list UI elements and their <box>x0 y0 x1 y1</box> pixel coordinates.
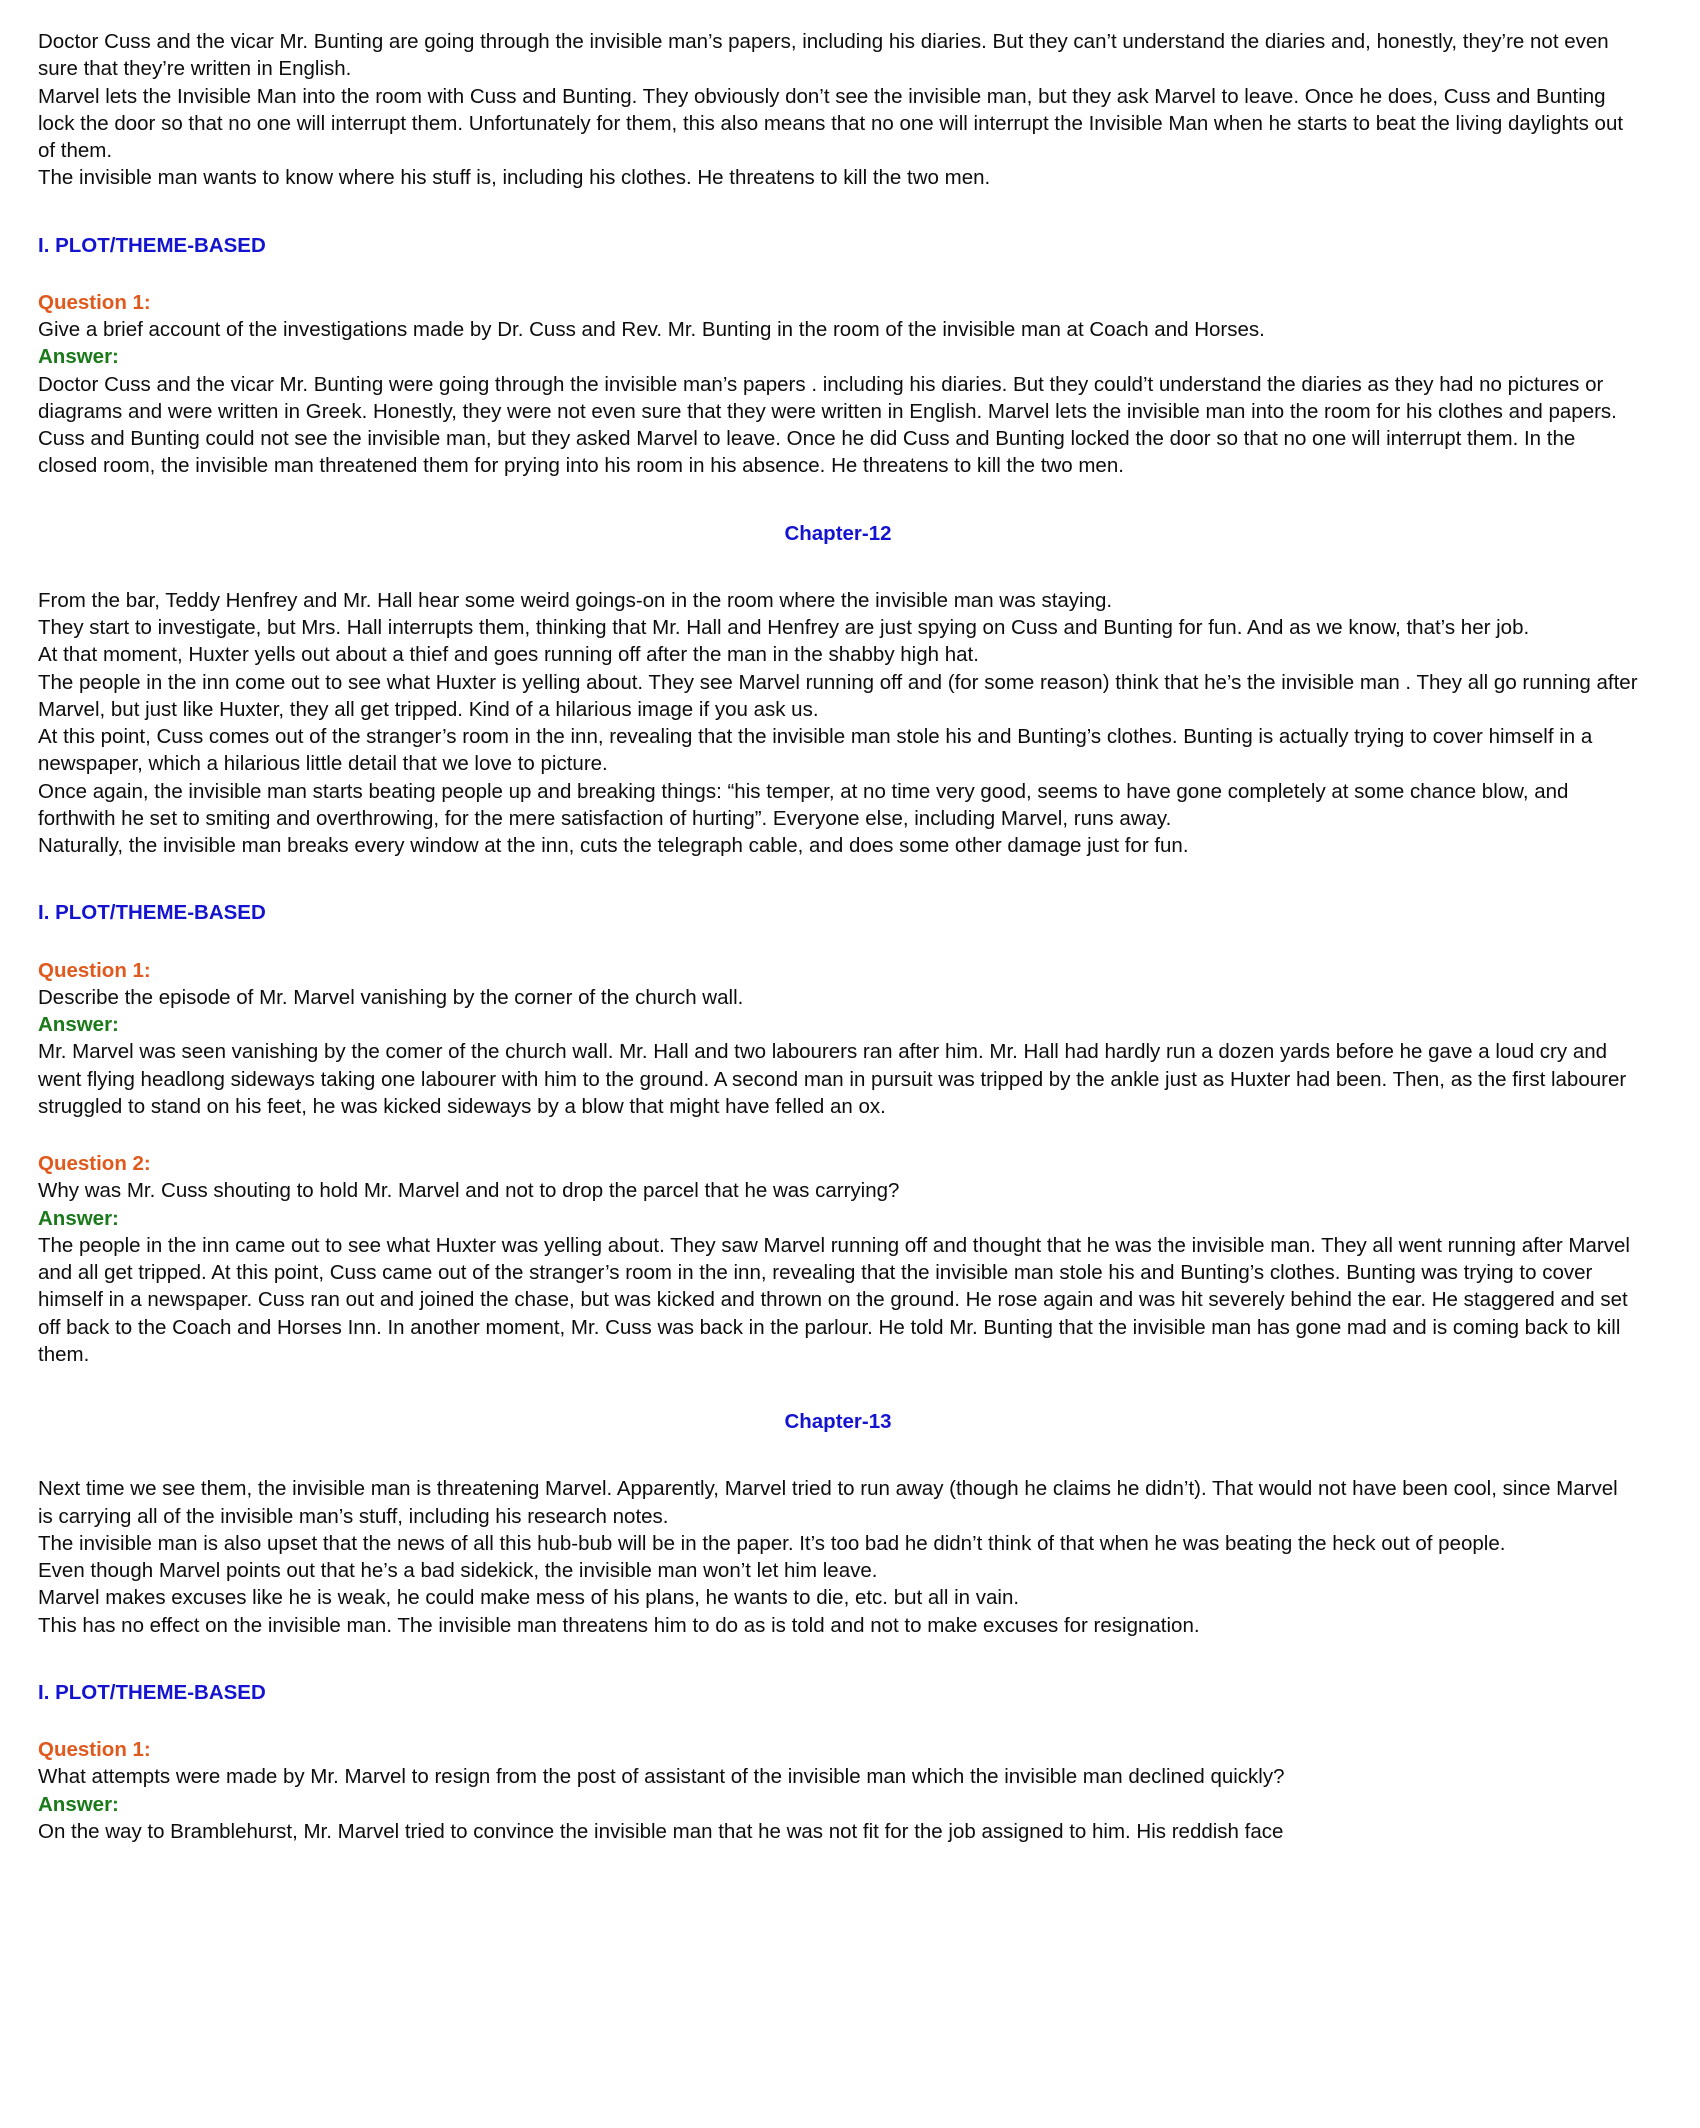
chapter-paragraph: The people in the inn come out to see what Huxter is yelling about. They see Marvel running off and (for some reason) think that he’s the invisible man . They all go running after Marvel, but just like Huxter, they all get tripped. Kind of a hilarious image if you ask us. <box>38 670 1638 721</box>
chapter-13-summary <box>38 1475 1638 1639</box>
spacer <box>38 859 1638 899</box>
question-label: Question 2: <box>38 1152 151 1175</box>
answer-text: Doctor Cuss and the vicar Mr. Bunting were going through the invisible man’s papers . including his diaries. But they could’t understand the diaries as they had no pictures or diagrams and were written in Greek. Honestly, they were not even sure that they were written in English. Marvel lets the invisible man into the room for his clothes and papers. Cuss and Bunting could not see the invisible man, but they asked Marvel to leave. Once he did Cuss and Bunting locked the door so that no one will interrupt them. In the closed room, the invisible man threatened them for prying into his room in his absence. He threatens to kill the two men. <box>38 372 1617 478</box>
qa-item <box>38 289 1638 480</box>
section-heading-plot-theme-3: I. PLOT/THEME-BASED <box>38 1680 266 1704</box>
section-heading-plot-theme-1: I. PLOT/THEME-BASED <box>38 233 266 257</box>
spacer <box>38 192 1638 232</box>
question-text: Give a brief account of the investigations made by Dr. Cuss and Rev. Mr. Bunting in the room of the invisible man at Coach and Horses. <box>38 318 1265 341</box>
intro-paragraph: Doctor Cuss and the vicar Mr. Bunting are going through the invisible man’s papers, including his diaries. But they can’t understand the diaries and, honestly, they’re not even sure that they’re written in English. <box>38 30 1609 81</box>
question-label: Question 1: <box>38 1738 151 1761</box>
intro-paragraph: The invisible man wants to know where his stuff is, including his clothes. He threatens to kill the two men. <box>38 166 991 190</box>
answer-label: Answer: <box>38 1013 119 1036</box>
chapter-paragraph: The invisible man is also upset that the news of all this hub-bub will be in the paper. It’s too bad he didn’t think of that when he was beating the heck out of people. <box>38 1531 1506 1555</box>
chapter-heading-12: Chapter-12 <box>784 521 892 545</box>
answer-text: Mr. Marvel was seen vanishing by the comer of the church wall. Mr. Hall and two labourers ran after him. Mr. Hall had hardly run a dozen yards before he gave a loud cry and went flying headlong sideways taking one labourer with him to the ground. A second man in pursuit was tripped by the ankle just as Huxter had been. Then, as the first labourer struggled to stand on his feet, he was kicked sideways by a blow that might have felled an ox. <box>38 1040 1627 1118</box>
chapter-paragraph: At this point, Cuss comes out of the stranger’s room in the inn, revealing that the invisible man stole his and Bunting’s clothes. Bunting is actually trying to cover himself in a newspaper, which a hilarious little detail that we love to picture. <box>38 725 1593 776</box>
chapter-paragraph: They start to investigate, but Mrs. Hall interrupts them, thinking that Mr. Hall and Henfrey are just spying on Cuss and Bunting for fun. And as we know, that’s her job. <box>38 616 1530 639</box>
question-text: What attempts were made by Mr. Marvel to resign from the post of assistant of the invisible man which the invisible man declined quickly? <box>38 1765 1285 1789</box>
spacer <box>38 1435 1638 1475</box>
question-label: Question 1: <box>38 290 151 314</box>
answer-text: On the way to Bramblehurst, Mr. Marvel tried to convince the invisible man that he was not fit for the job assigned to him. His reddish face <box>38 1819 1284 1843</box>
intro-paragraph: Marvel lets the Invisible Man into the room with Cuss and Bunting. They obviously don’t see the invisible man, but they ask Marvel to leave. Once he does, Cuss and Bunting lock the door so that no one will interrupt them. Unfortunately for them, this also means that no one will interrupt the Invisible Man when he starts to beat the living daylights out of them. <box>38 84 1624 162</box>
spacer <box>38 480 1638 520</box>
chapter-paragraph: From the bar, Teddy Henfrey and Mr. Hall hear some weird goings-on in the room where the invisible man was staying. <box>38 588 1113 612</box>
qa-item <box>38 1736 1638 1845</box>
chapter-paragraph: Once again, the invisible man starts beating people up and breaking things: “his temper, at no time very good, seems to have gone completely at some chance blow, and forthwith he set to smiting and overthrowing, for the mere satisfaction of hurting”. Everyone else, including Marvel, runs away. <box>38 779 1569 830</box>
intro-block <box>38 28 1638 192</box>
question-text: Describe the episode of Mr. Marvel vanishing by the corner of the church wall. <box>38 985 744 1009</box>
spacer <box>38 1120 1638 1150</box>
chapter-12-summary <box>38 587 1638 860</box>
chapter-paragraph: Even though Marvel points out that he’s a bad sidekick, the invisible man won’t let him leave. <box>38 1559 878 1582</box>
spacer <box>38 927 1638 957</box>
answer-text: The people in the inn came out to see what Huxter was yelling about. They saw Marvel running off and thought that he was the invisible man. They all went running after Marvel and all get tripped. At this point, Cuss came out of the stranger’s room in the inn, revealing that the invisible man stole his and Bunting’s clothes. Bunting was trying to cover himself in a newspaper. Cuss ran out and joined the chase, but was kicked and thrown on the ground. He rose again and was hit severely behind the ear. He staggered and set off back to the Coach and Horses Inn. In another moment, Mr. Cuss was back in the parlour. He told Mr. Bunting that the invisible man has gone mad and is coming back to kill them. <box>38 1233 1630 1366</box>
chapter-paragraph: Naturally, the invisible man breaks every window at the inn, cuts the telegraph cable, and does some other damage just for fun. <box>38 834 1189 857</box>
spacer <box>38 259 1638 289</box>
answer-label: Answer: <box>38 345 119 369</box>
question-text: Why was Mr. Cuss shouting to hold Mr. Marvel and not to drop the parcel that he was carrying? <box>38 1179 900 1203</box>
section-heading-plot-theme-2: I. PLOT/THEME-BASED <box>38 901 266 925</box>
answer-label: Answer: <box>38 1206 119 1230</box>
qa-item <box>38 1150 1638 1368</box>
spacer <box>38 1639 1638 1679</box>
chapter-paragraph: Next time we see them, the invisible man is threatening Marvel. Apparently, Marvel tried to run away (though he claims he didn’t). That would not have been cool, since Marvel is carrying all of the invisible man’s stuff, including his research notes. <box>38 1477 1618 1528</box>
chapter-paragraph: Marvel makes excuses like he is weak, he could make mess of his plans, he wants to die, etc. but all in vain. <box>38 1586 1020 1610</box>
answer-label: Answer: <box>38 1792 119 1816</box>
chapter-heading-13: Chapter-13 <box>784 1410 892 1433</box>
spacer <box>38 1368 1638 1408</box>
chapter-paragraph: This has no effect on the invisible man. The invisible man threatens him to do as is told and not to make excuses for resignation. <box>38 1613 1200 1637</box>
spacer <box>38 1706 1638 1736</box>
qa-item <box>38 957 1638 1121</box>
chapter-paragraph: At that moment, Huxter yells out about a thief and goes running off after the man in the shabby high hat. <box>38 643 979 667</box>
question-label: Question 1: <box>38 958 151 982</box>
spacer <box>38 547 1638 587</box>
